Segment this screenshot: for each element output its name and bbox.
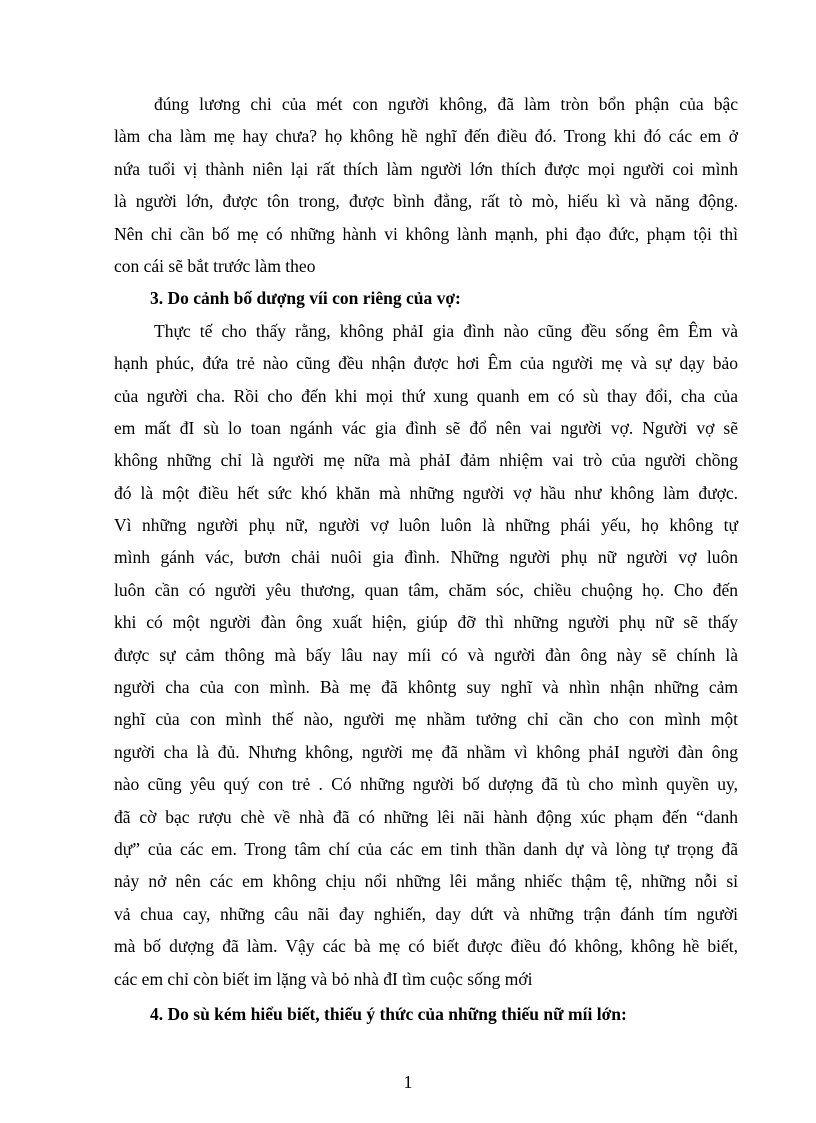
paragraph-line: nảy nở nên các em không chịu nổi những lêi mắng nhiếc thậm tệ, những nỗi sỉ: [114, 871, 738, 892]
paragraph-line: đúng lương chi của mét con người không, đã làm tròn bổn phận của bậc: [154, 94, 738, 114]
paragraph-line: Vì những người phụ nữ, người vợ luôn luôn là những phái yếu, họ không tự: [114, 515, 738, 536]
paragraph-line: nứa tuổi vị thành niên lại rất thích làm người lớn thích được mọi người coi mình: [114, 158, 738, 179]
paragraph-2: [114, 315, 738, 995]
paragraph-line: không những chỉ là người mẹ nữa mà phảI đảm nhiệm vai trò của người chồng: [114, 450, 738, 471]
paragraph-line: luôn cần có người yêu thương, quan tâm, chăm sóc, chiều chuộng họ. Cho đến: [114, 579, 738, 600]
paragraph-line: đó là một điều hết sức khó khăn mà những người vợ hầu như không làm được.: [114, 482, 738, 503]
paragraph-line: các em chỉ còn biết im lặng và bỏ nhà đI tìm cuộc sống mới: [114, 968, 533, 989]
paragraph-line: mà bố dượng đã làm. Vậy các bà mẹ có biết được điều đó không, không hề biết,: [114, 936, 738, 957]
paragraph-line: nào cũng yêu quý con trẻ . Có những người bố dượng đã tù cho mình quyền uy,: [114, 774, 738, 795]
paragraph-line: là người lớn, được tôn trong, được bình đẳng, rất tò mò, hiếu kì và năng động.: [114, 191, 738, 212]
paragraph-line: của người cha. Rồi cho đến khi mọi thứ xung quanh em có sù thay đổi, cha của: [114, 385, 738, 406]
section-heading-4: 4. Do sù kém hiểu biết, thiếu ý thức của những thiếu nữ míi lớn:: [150, 1003, 627, 1024]
paragraph-line: khi có một người đàn ông xuất hiện, giúp đỡ thì những người phụ nữ sẽ thấy: [114, 612, 738, 633]
paragraph-line: Nên chỉ cần bố mẹ có những hành vi không lành mạnh, phi đạo đức, phạm tội thì: [114, 223, 738, 244]
paragraph-line: đã cờ bạc rượu chè về nhà đã có những lêi nãi hành động xúc phạm đến “danh: [114, 806, 738, 827]
paragraph-line: người cha của con mình. Bà mẹ đã khôntg suy nghĩ và nhìn nhận những cảm: [114, 677, 738, 698]
section-heading-3: 3. Do cảnh bố dượng víi con riêng của vợ:: [150, 288, 461, 309]
paragraph-line: em mất đI sù lo toan ngánh vác gia đình sẽ đổ nên vai người vợ. Người vợ sẽ: [114, 417, 738, 438]
paragraph-line: dự” của các em. Trong tâm chí của các em tinh thần danh dự và lòng tự trọng đã: [114, 838, 738, 859]
paragraph-line: nghĩ của con mình thế nào, người mẹ nhầm tưởng chỉ cần cho con mình một: [114, 709, 738, 730]
paragraph-line: làm cha làm mẹ hay chưa? họ không hề nghĩ đến điều đó. Trong khi đó các em ở: [114, 126, 738, 147]
paragraph-line: vả chua cay, những câu nãi đay nghiến, day dứt và những trận đánh tím người: [114, 903, 738, 924]
paragraph-1: [114, 88, 738, 282]
paragraph-line: hạnh phúc, đứa trẻ nào cũng đều nhận được hơi Êm của người mẹ và sự dạy bảo: [114, 353, 738, 374]
paragraph-line: Thực tế cho thấy rằng, không phảI gia đình nào cũng đều sống êm Êm và: [154, 320, 738, 341]
paragraph-line: người cha là đủ. Nhưng không, người mẹ đã nhầm vì không phảI người đàn ông: [114, 741, 738, 762]
paragraph-line: con cái sẽ bắt trước làm theo: [114, 255, 316, 276]
paragraph-line: mình gánh vác, bươn chải nuôi gia đình. Những người phụ nữ người vợ luôn: [114, 547, 738, 568]
document-body: [114, 88, 738, 1030]
page-number: 1: [403, 1072, 413, 1092]
paragraph-line: được sự cảm thông mà bấy lâu nay míi có và người đàn ông này sẽ chính là: [114, 644, 738, 665]
